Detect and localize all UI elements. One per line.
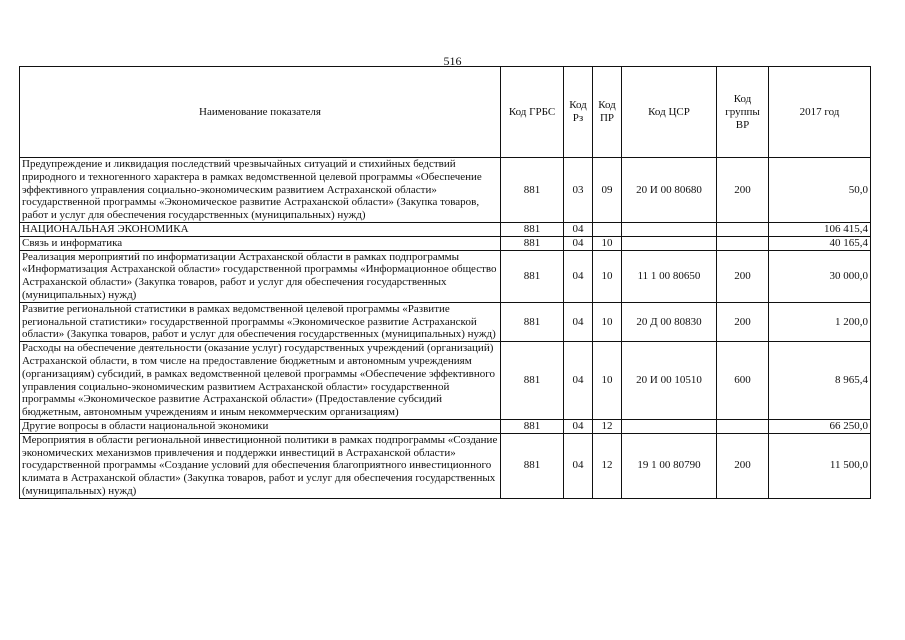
cell-grbs: 881 [501,433,564,498]
cell-amount: 50,0 [769,158,871,223]
budget-table [19,66,871,499]
cell-name: Предупреждение и ликвидация последствий чрезвычайных ситуаций и стихийных бедствий природного и техногенного характера в рамках ведомственной целевой программы «Обеспечение эффективного управления социально-экономическим развитием Астраханской области» государственной программы «Экономическое развитие Астраханской области» (Закупка товаров, работ и услуг для обеспечения государственных (муниципальных) нужд) [20,158,501,223]
cell-amount: 30 000,0 [769,250,871,302]
cell-name: НАЦИОНАЛЬНАЯ ЭКОНОМИКА [20,222,501,236]
table-row [20,433,871,498]
cell-rz: 04 [564,342,593,420]
cell-vr: 200 [717,433,769,498]
cell-rz: 03 [564,158,593,223]
cell-name: Развитие региональной статистики в рамках ведомственной целевой программы «Развитие региональной статистики» государственной программы «Экономическое развитие Астраханской области» (Закупка товаров, работ и услуг для обеспечения государственных (муниципальных) нужд) [20,302,501,341]
column-header-pr: Код ПР [593,67,622,158]
cell-rz: 04 [564,250,593,302]
cell-csr: 20 И 00 80680 [622,158,717,223]
cell-grbs: 881 [501,250,564,302]
column-header-csr: Код ЦСР [622,67,717,158]
cell-vr [717,236,769,250]
cell-grbs: 881 [501,236,564,250]
table-body [20,158,871,499]
cell-csr: 11 1 00 80650 [622,250,717,302]
cell-name: Другие вопросы в области национальной экономики [20,419,501,433]
cell-rz: 04 [564,433,593,498]
column-header-vr: Код группы ВР [717,67,769,158]
table-row [20,342,871,420]
cell-vr: 200 [717,158,769,223]
cell-csr [622,222,717,236]
table-row [20,419,871,433]
cell-rz: 04 [564,302,593,341]
cell-pr [593,222,622,236]
column-header-rz: Код Рз [564,67,593,158]
cell-vr [717,419,769,433]
column-header-year: 2017 год [769,67,871,158]
cell-name: Связь и информатика [20,236,501,250]
cell-amount: 1 200,0 [769,302,871,341]
cell-grbs: 881 [501,302,564,341]
cell-name: Расходы на обеспечение деятельности (оказание услуг) государственных учреждений (организаций) Астраханской области, в том числе на предоставление бюджетным и автономным учреждениям (организациям) субсидий, в рамках ведомственной целевой программы «Обеспечение эффективного управления социально-экономическим развитием Астраханской области» государственной программы «Экономическое развитие Астраханской области» (Предоставление субсидий бюджетным, автономным учреждениям и иным некоммерческим организациям) [20,342,501,420]
table-row [20,222,871,236]
table-row [20,302,871,341]
cell-pr: 09 [593,158,622,223]
cell-rz: 04 [564,419,593,433]
cell-pr: 12 [593,433,622,498]
cell-amount: 66 250,0 [769,419,871,433]
cell-amount: 106 415,4 [769,222,871,236]
cell-name: Мероприятия в области региональной инвестиционной политики в рамках подпрограммы «Создание экономических механизмов привлечения и поддержки инвестиций в Астраханской области» государственной программы «Создание условий для обеспечения благоприятного инвестиционного климата в Астраханской области» (Закупка товаров, работ и услуг для обеспечения государственных (муниципальных) нужд) [20,433,501,498]
table-row [20,236,871,250]
cell-vr: 600 [717,342,769,420]
cell-csr: 20 И 00 10510 [622,342,717,420]
cell-csr: 20 Д 00 80830 [622,302,717,341]
table-header-row [20,67,871,158]
column-header-grbs: Код ГРБС [501,67,564,158]
cell-grbs: 881 [501,222,564,236]
cell-grbs: 881 [501,158,564,223]
cell-pr: 10 [593,342,622,420]
page-number: 516 [443,54,462,68]
cell-csr [622,236,717,250]
cell-amount: 8 965,4 [769,342,871,420]
cell-amount: 11 500,0 [769,433,871,498]
cell-vr [717,222,769,236]
cell-pr: 10 [593,236,622,250]
cell-rz: 04 [564,222,593,236]
cell-pr: 10 [593,250,622,302]
cell-csr [622,419,717,433]
table-row [20,250,871,302]
cell-grbs: 881 [501,342,564,420]
cell-rz: 04 [564,236,593,250]
cell-amount: 40 165,4 [769,236,871,250]
cell-csr: 19 1 00 80790 [622,433,717,498]
cell-pr: 12 [593,419,622,433]
cell-vr: 200 [717,302,769,341]
cell-name: Реализация мероприятий по информатизации Астраханской области в рамках подпрограммы «Информатизация Астраханской области» государственной программы «Информационное общество Астраханской области» (Закупка товаров, работ и услуг для обеспечения государственных (муниципальных) нужд) [20,250,501,302]
column-header-name: Наименование показателя [20,67,501,158]
cell-grbs: 881 [501,419,564,433]
cell-vr: 200 [717,250,769,302]
cell-pr: 10 [593,302,622,341]
table-row [20,158,871,223]
